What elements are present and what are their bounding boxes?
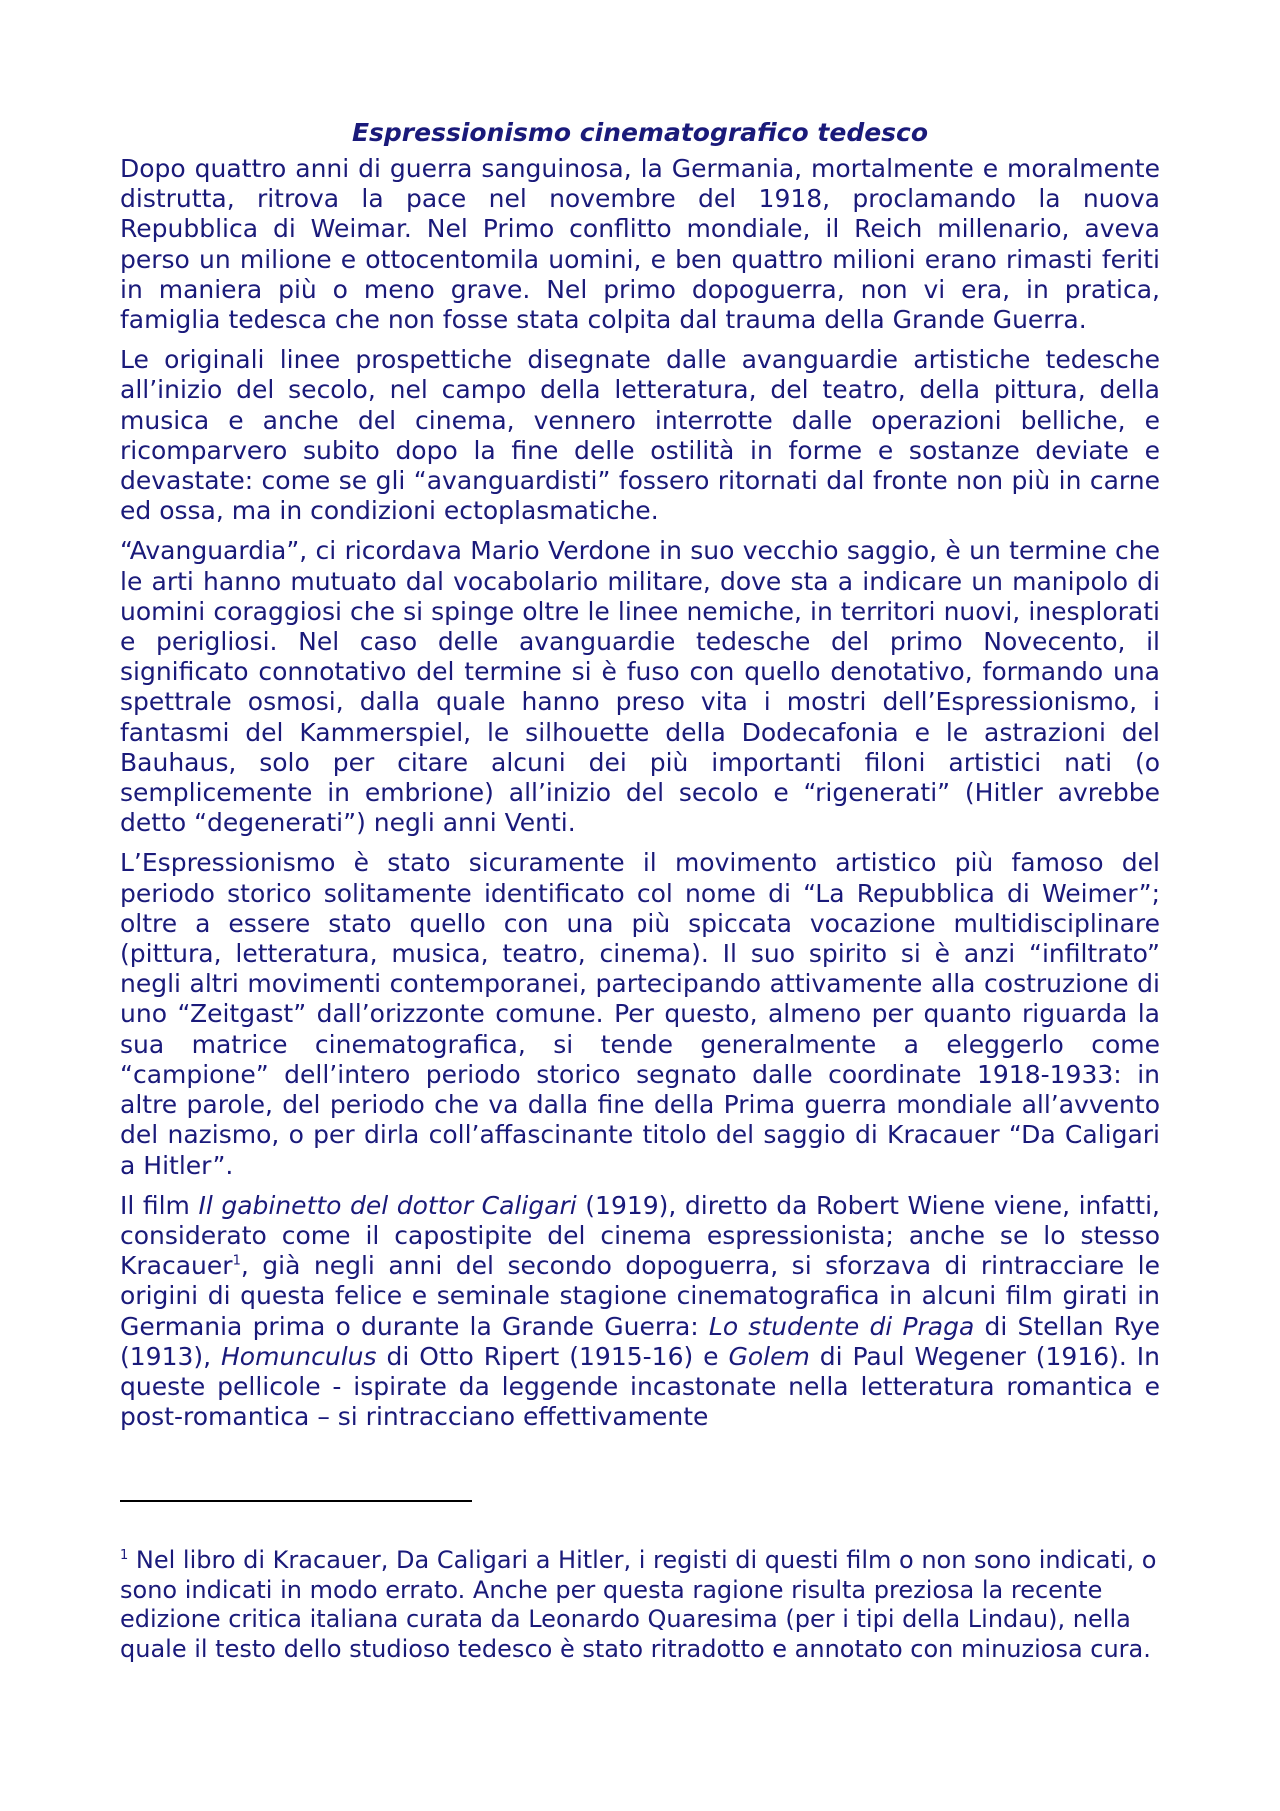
film-title-studente-di-praga: Lo studente di Praga	[708, 1311, 975, 1341]
paragraph-3: “Avanguardia”, ci ricordava Mario Verdone in suo vecchio saggio, è un termine che le arti hanno mutuato dal vocabolario militare, dove sta a indicare un manipolo di uomini coraggiosi che si spinge oltre le linee nemiche, in territori nuovi, inesplorati e perigliosi. Nel caso delle avanguardie tedesche del primo Novecento, il significato connotativo del termine si è fuso con quello denotativo, formando una spettrale osmosi, dalla quale hanno preso vita i mostri dell’Espressionismo, i fantasmi del Kammerspiel, le silhouette della Dodecafonia e le astrazioni del Bauhaus, solo per citare alcuni dei più importanti filoni artistici nati (o semplicemente in embrione) all’inizio del secolo e “rigenerati” (Hitler avrebbe detto “degenerati”) negli anni Venti.	[120, 536, 1160, 838]
paragraph-2: Le originali linee prospettiche disegnate dalle avanguardie artistiche tedesche all’inizio del secolo, nel campo della letteratura, del teatro, della pittura, della musica e anche del cinema, vennero interrotte dalle operazioni belliche, e ricomparvero subito dopo la fine delle ostilità in forme e sostanze deviate e devastate: come se gli “avanguardisti” fossero ritornati dal fronte non più in carne ed ossa, ma in condizioni ectoplasmatiche.	[120, 345, 1160, 526]
paragraph-5-text: (1919), diretto da Robert Wiene viene, infatti, considerato come il capostipite del cinema espressionista; anche se lo stesso Kracauer	[120, 1190, 1160, 1281]
paragraph-4: L’Espressionismo è stato sicuramente il movimento artistico più famoso del periodo storico solitamente identificato col nome di “La Repubblica di Weimer”; oltre a essere stato quello con una più spiccata vocazione multidisciplinare (pittura, letteratura, musica, teatro, cinema). Il suo spirito si è anzi “infiltrato” negli altri movimenti contemporanei, partecipando attivamente alla costruzione di uno “Zeitgast” dall’orizzonte comune. Per questo, almeno per quanto riguarda la sua matrice cinematografica, si tende generalmente a eleggerlo come “campione” dell’intero periodo storico segnato dalle coordinate 1918-1933: in altre parole, del periodo che va dalla fine della Prima guerra mondiale all’avvento del nazismo, o per dirla coll’affascinante titolo del saggio di Kracauer “Da Caligari a Hitler”.	[120, 848, 1160, 1180]
paragraph-5-text: , già negli anni del secondo dopoguerra, si sforzava di rintracciare le origini di questa felice e seminale stagione cinematografica in alcuni film girati in Germania prima o durante la Grande Guerra:	[120, 1251, 1160, 1341]
paragraph-5-text: Il film	[120, 1190, 199, 1220]
footnote-number: 1	[120, 1548, 129, 1563]
footnote-text: Nel libro di Kracauer, Da Caligari a Hitler, i registi di questi film o non sono indicati, o sono indicati in modo errato. Anche per questa ragione risulta preziosa la recente edizione critica italiana curata da Leonardo Quaresima (per i tipi della Lindau), nella quale il testo dello studioso tedesco è stato ritradotto e annotato con minuziosa cura.	[120, 1546, 1157, 1663]
film-title-caligari: Il gabinetto del dottor Caligari	[198, 1190, 577, 1220]
paragraph-5-text: di Paul Wegener (1916). In queste pellicole - ispirate da leggende incastonate nella letteratura romantica e post-romantica – si rintracciano effettivamente	[120, 1341, 1160, 1432]
footnote-reference[interactable]: 1	[232, 1253, 241, 1269]
paragraph-5-text: di Otto Ripert (1915-16) e	[376, 1341, 729, 1371]
document-title: Espressionismo cinematografico tedesco	[351, 118, 929, 147]
film-title-golem: Golem	[728, 1341, 810, 1371]
footnote-separator	[120, 1500, 472, 1502]
film-title-homunculus: Homunculus	[221, 1341, 377, 1371]
paragraph-5-text: di Stellan Rye (1913),	[120, 1311, 1160, 1371]
footnote	[120, 1546, 1160, 1664]
document-body	[120, 118, 1160, 1442]
paragraph-5	[120, 1191, 1160, 1433]
paragraph-1: Dopo quattro anni di guerra sanguinosa, la Germania, mortalmente e moralmente distrutta, ritrova la pace nel novembre del 1918, proclamando la nuova Repubblica di Weimar. Nel Primo conflitto mondiale, il Reich millenario, aveva perso un milione e ottocentomila uomini, e ben quattro milioni erano rimasti feriti in maniera più o meno grave. Nel primo dopoguerra, non vi era, in pratica, famiglia tedesca che non fosse stata colpita dal trauma della Grande Guerra.	[120, 154, 1160, 335]
